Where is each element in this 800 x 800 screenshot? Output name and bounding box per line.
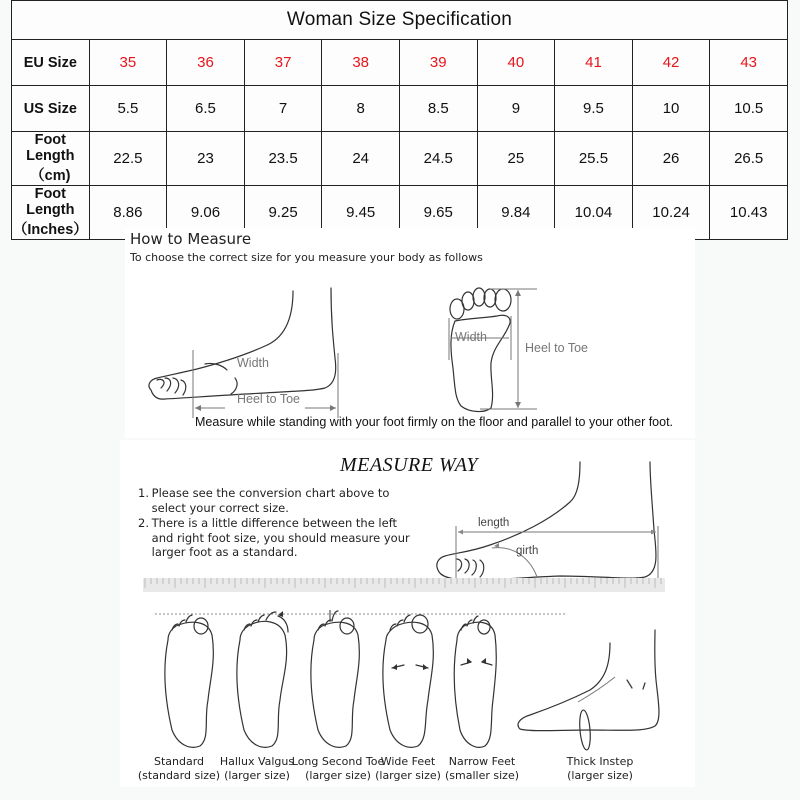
table-cell: 9.65	[399, 186, 477, 240]
measure-way-panel	[120, 440, 695, 787]
table-cell: 25.5	[555, 132, 633, 186]
how-to-measure-panel	[125, 228, 695, 438]
foot-type-name: Narrow Feet	[448, 755, 516, 768]
measure-way-title: MEASURE WAY	[340, 454, 478, 476]
foot-type-size: (larger size)	[224, 769, 290, 782]
foot-type-size: (larger size)	[567, 769, 633, 782]
table-cell: 9.06	[167, 186, 245, 240]
table-cell: 9.45	[322, 186, 400, 240]
foot-type-size: (smaller size)	[445, 769, 519, 782]
table-cell: 25	[477, 132, 555, 186]
how-to-measure-title: How to Measure	[130, 230, 252, 248]
table-cell: 24.5	[399, 132, 477, 186]
table-cell: 10.04	[555, 186, 633, 240]
narrow-feet-foot-icon	[454, 616, 496, 747]
long-second-toe-foot-icon	[311, 610, 360, 747]
foot-type-illustrations	[120, 440, 695, 787]
table-cell: 6.5	[167, 86, 245, 132]
top-view-foot-illustration	[125, 228, 695, 438]
foot-type-size: (standard size)	[137, 769, 221, 782]
side-heel-to-toe-label: Heel to Toe	[237, 392, 301, 406]
girth-label: girth	[516, 545, 539, 557]
table-cell: 23	[167, 132, 245, 186]
table-cell: 26	[632, 132, 710, 186]
foot-type-size: (larger size)	[375, 769, 441, 782]
row-header: Foot Length（Inches）	[12, 186, 88, 238]
table-cell: 37	[244, 40, 322, 86]
wide-feet-foot-icon	[383, 615, 434, 747]
foot-type-caption-narrow-feet	[432, 755, 532, 783]
side-width-label: Width	[237, 356, 269, 370]
table-cell: 5.5	[89, 86, 167, 132]
table-cell: 9.5	[555, 86, 633, 132]
table-title-row	[12, 1, 788, 40]
table-row-eu-size	[12, 40, 788, 86]
step-number: 1.	[138, 486, 149, 500]
foot-type-name: Standard	[153, 755, 205, 768]
table-cell: 40	[477, 40, 555, 86]
table-cell: 10.43	[710, 186, 788, 240]
length-label: length	[478, 517, 510, 529]
table-cell: 23.5	[244, 132, 322, 186]
row-header: EU Size	[12, 40, 90, 86]
foot-type-name: Thick Instep	[566, 755, 634, 768]
step-text: There is a little difference between the left and right foot size, you should measure your larger foot as a standard.	[151, 516, 410, 559]
top-heel-to-toe-label: Heel to Toe	[525, 341, 589, 355]
table-cell: 39	[399, 40, 477, 86]
table-cell: 41	[555, 40, 633, 86]
thick-instep-foot-icon	[518, 630, 659, 750]
standard-foot-icon	[165, 615, 214, 747]
foot-type-name: Hallux Valgus	[219, 755, 295, 768]
table-cell: 9	[477, 86, 555, 132]
table-cell: 8.86	[89, 186, 167, 240]
table-row-foot-length-cm	[12, 132, 788, 186]
row-header: US Size	[12, 86, 90, 132]
row-header: Foot Length（cm)	[12, 132, 90, 186]
table-row-us-size	[12, 86, 788, 132]
table-cell: 10.5	[710, 86, 788, 132]
step-text: Please see the conversion chart above to select your correct size.	[151, 486, 390, 515]
table-cell: 8	[322, 86, 400, 132]
size-specification-table	[11, 0, 788, 240]
table-cell: 24	[322, 132, 400, 186]
table-cell: 8.5	[399, 86, 477, 132]
table-cell: 7	[244, 86, 322, 132]
table-cell: 35	[89, 40, 167, 86]
table-cell: 9.84	[477, 186, 555, 240]
table-cell: 36	[167, 40, 245, 86]
table-cell: 42	[632, 40, 710, 86]
table-cell: 9.25	[244, 186, 322, 240]
foot-type-size: (larger size)	[305, 769, 371, 782]
how-to-measure-note: Measure while standing with your foot firmly on the floor and parallel to your other foot.	[195, 415, 674, 429]
table-cell: 26.5	[710, 132, 788, 186]
table-title: Woman Size Specification	[12, 1, 788, 40]
table-cell: 10	[632, 86, 710, 132]
table-cell: 38	[322, 40, 400, 86]
table-cell: 43	[710, 40, 788, 86]
how-to-measure-subtitle: To choose the correct size for you measure your body as follows	[130, 251, 483, 264]
hallux-valgus-foot-icon	[237, 611, 288, 747]
foot-type-name: Long Second Toe	[291, 755, 385, 768]
table-cell: 22.5	[89, 132, 167, 186]
foot-type-name: Wide Feet	[380, 755, 436, 768]
top-width-label: Width	[455, 330, 487, 344]
step-number: 2.	[138, 516, 149, 530]
table-cell: 10.24	[632, 186, 710, 240]
foot-type-caption-thick-instep	[550, 755, 650, 783]
